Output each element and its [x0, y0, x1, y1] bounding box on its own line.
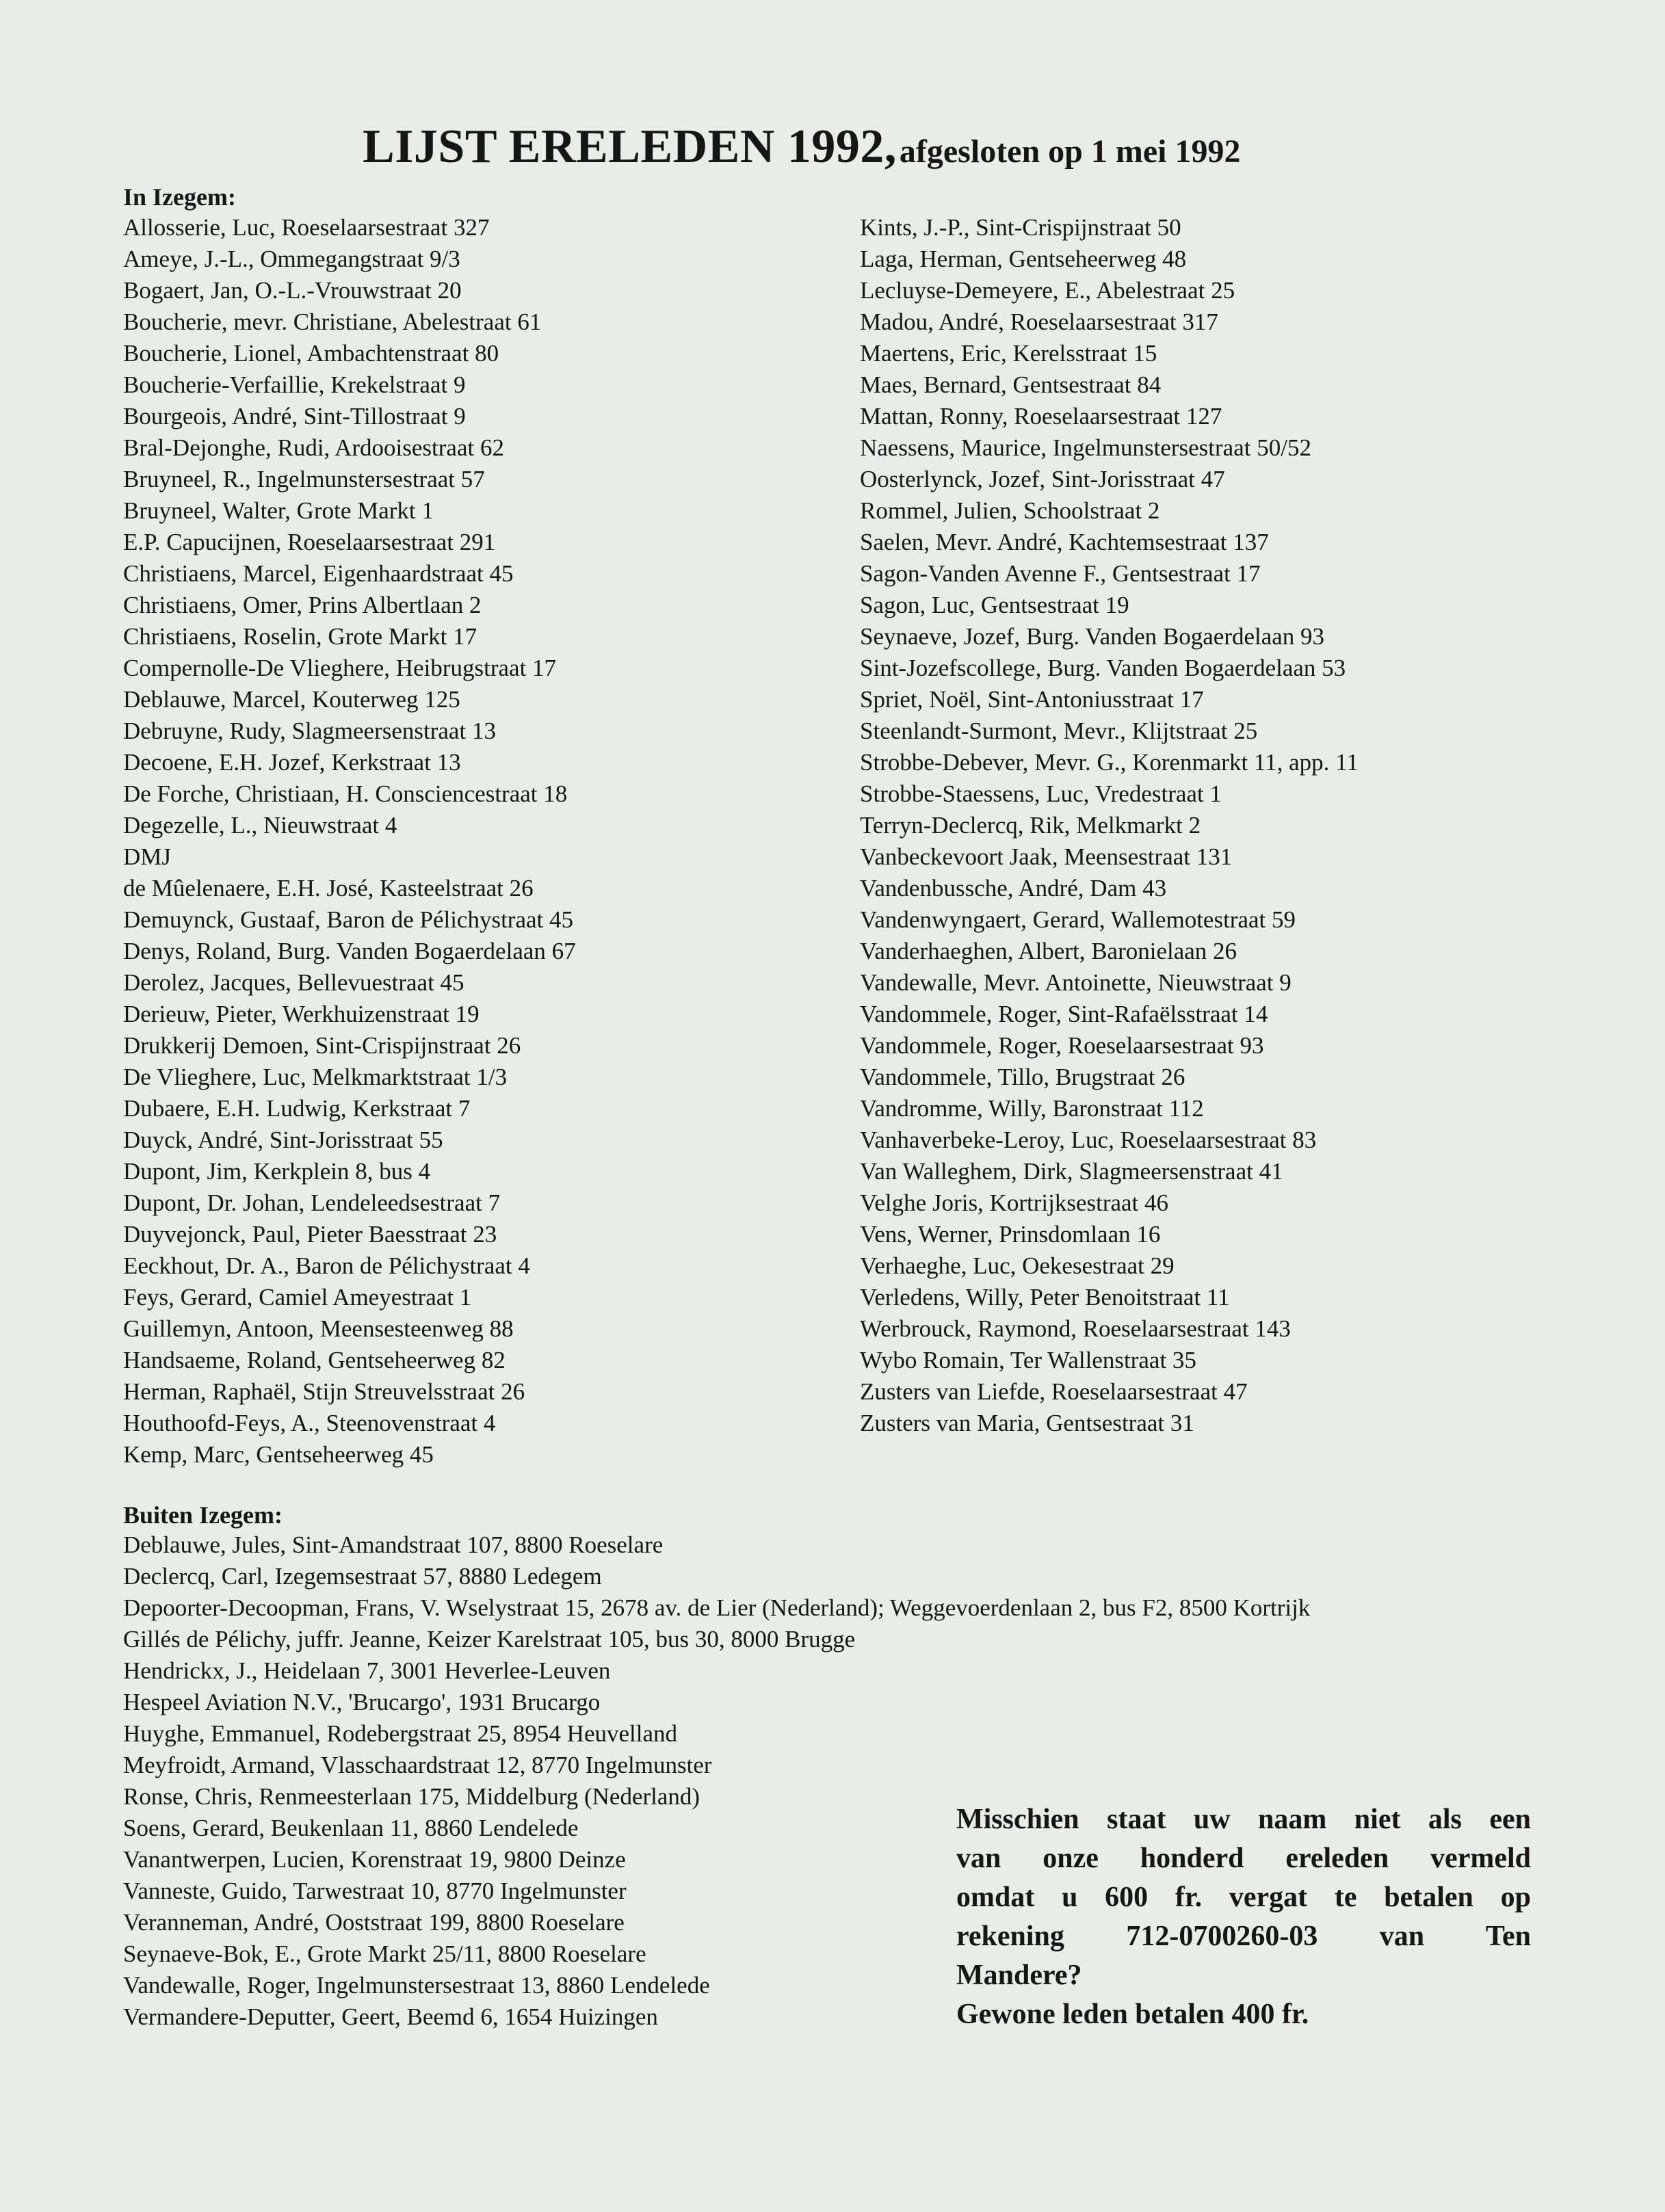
notice-fee-line: Gewone leden betalen 400 fr.	[956, 1999, 1309, 2030]
list-item: Verledens, Willy, Peter Benoitstraat 11	[860, 1284, 1230, 1311]
list-item: Depoorter-Decoopman, Frans, V. Wselystraat 15, 2678 av. de Lier (Nederland); Weggevoerdenlaan 2, bus F2, 8500 Kortrijk	[123, 1594, 1311, 1621]
list-item: Strobbe-Debever, Mevr. G., Korenmarkt 11, app. 11	[860, 749, 1359, 776]
notice-line: van onze honderd ereleden vermeld	[956, 1843, 1531, 1874]
list-item: Debruyne, Rudy, Slagmeersenstraat 13	[123, 717, 496, 744]
notice-line: Misschien staat uw naam niet als een	[956, 1804, 1531, 1835]
list-item: Spriet, Noël, Sint-Antoniusstraat 17	[860, 686, 1204, 713]
list-item: Deblauwe, Jules, Sint-Amandstraat 107, 8800 Roeselare	[123, 1531, 664, 1558]
list-item: Compernolle-De Vlieghere, Heibrugstraat 17	[123, 655, 557, 681]
list-item: Denys, Roland, Burg. Vanden Bogaerdelaan 67	[123, 938, 576, 964]
izegem-list-right	[860, 212, 1359, 1439]
list-item: Zusters van Liefde, Roeselaarsestraat 47	[860, 1378, 1248, 1405]
list-item: Houthoofd-Feys, A., Steenovenstraat 4	[123, 1410, 496, 1436]
notice-line: Mandere?	[956, 1960, 1082, 1991]
list-item: Sagon-Vanden Avenne F., Gentsestraat 17	[860, 560, 1261, 587]
list-item: Handsaeme, Roland, Gentseheerweg 82	[123, 1347, 506, 1373]
page-title	[363, 120, 1241, 173]
list-item: Werbrouck, Raymond, Roeselaarsestraat 143	[860, 1315, 1291, 1342]
list-item: Vandenwyngaert, Gerard, Wallemotestraat 59	[860, 906, 1296, 933]
list-item: Derolez, Jacques, Bellevuestraat 45	[123, 969, 464, 996]
list-item: Decoene, E.H. Jozef, Kerkstraat 13	[123, 749, 461, 776]
list-item: Demuynck, Gustaaf, Baron de Pélichystraat 45	[123, 906, 574, 933]
list-item: Oosterlynck, Jozef, Sint-Jorisstraat 47	[860, 466, 1225, 492]
list-item: Vandenbussche, André, Dam 43	[860, 875, 1167, 901]
list-item: Boucherie-Verfaillie, Krekelstraat 9	[123, 371, 466, 398]
list-item: Maertens, Eric, Kerelsstraat 15	[860, 340, 1157, 367]
list-item: Vanhaverbeke-Leroy, Luc, Roeselaarsestraat 83	[860, 1127, 1317, 1153]
list-item: Sint-Jozefscollege, Burg. Vanden Bogaerdelaan 53	[860, 655, 1346, 681]
list-item: Derieuw, Pieter, Werkhuizenstraat 19	[123, 1001, 480, 1027]
list-item: E.P. Capucijnen, Roeselaarsestraat 291	[123, 529, 496, 555]
list-item: Mattan, Ronny, Roeselaarsestraat 127	[860, 403, 1222, 430]
list-item: Naessens, Maurice, Ingelmunstersestraat 50/52	[860, 434, 1311, 461]
list-item: Feys, Gerard, Camiel Ameyestraat 1	[123, 1284, 472, 1311]
list-item: Seynaeve, Jozef, Burg. Vanden Bogaerdelaan 93	[860, 623, 1325, 650]
list-item: Bourgeois, André, Sint-Tillostraat 9	[123, 403, 466, 430]
list-item: Vandewalle, Roger, Ingelmunstersestraat 13, 8860 Lendelede	[123, 1972, 710, 1999]
title-main: LIJST ERELEDEN 1992,	[363, 120, 897, 173]
list-item: DMJ	[123, 843, 172, 870]
list-item: Guillemyn, Antoon, Meensesteenweg 88	[123, 1315, 514, 1342]
membership-notice	[956, 1800, 1531, 2034]
title-sub: afgesloten op 1 mei 1992	[899, 133, 1241, 170]
list-item: Steenlandt-Surmont, Mevr., Klijtstraat 25	[860, 717, 1258, 744]
list-item: Duyvejonck, Paul, Pieter Baesstraat 23	[123, 1221, 497, 1248]
list-item: Vanantwerpen, Lucien, Korenstraat 19, 9800 Deinze	[123, 1846, 626, 1873]
buiten-izegem-heading: Buiten Izegem:	[123, 1501, 283, 1529]
list-item: Vanneste, Guido, Tarwestraat 10, 8770 Ingelmunster	[123, 1878, 627, 1904]
list-item: Herman, Raphaël, Stijn Streuvelsstraat 26	[123, 1378, 525, 1405]
list-item: De Vlieghere, Luc, Melkmarktstraat 1/3	[123, 1064, 508, 1090]
list-item: Bogaert, Jan, O.-L.-Vrouwstraat 20	[123, 277, 462, 304]
list-item: Bruyneel, Walter, Grote Markt 1	[123, 497, 434, 524]
list-item: Seynaeve-Bok, E., Grote Markt 25/11, 8800 Roeselare	[123, 1940, 646, 1967]
list-item: Vandommele, Tillo, Brugstraat 26	[860, 1064, 1185, 1090]
list-item: Lecluyse-Demeyere, E., Abelestraat 25	[860, 277, 1235, 304]
list-item: Vandommele, Roger, Sint-Rafaëlsstraat 14	[860, 1001, 1268, 1027]
list-item: Saelen, Mevr. André, Kachtemsestraat 137	[860, 529, 1269, 555]
list-item: Christiaens, Marcel, Eigenhaardstraat 45	[123, 560, 514, 587]
list-item: Duyck, André, Sint-Jorisstraat 55	[123, 1127, 443, 1153]
list-item: Wybo Romain, Ter Wallenstraat 35	[860, 1347, 1196, 1373]
list-item: Gillés de Pélichy, juffr. Jeanne, Keizer Karelstraat 105, bus 30, 8000 Brugge	[123, 1626, 856, 1653]
list-item: Christiaens, Roselin, Grote Markt 17	[123, 623, 477, 650]
list-item: Hendrickx, J., Heidelaan 7, 3001 Heverlee-Leuven	[123, 1657, 611, 1684]
in-izegem-heading: In Izegem:	[123, 183, 236, 211]
list-item: Ameye, J.-L., Ommegangstraat 9/3	[123, 246, 460, 272]
list-item: Kints, J.-P., Sint-Crispijnstraat 50	[860, 214, 1181, 241]
izegem-list-left	[123, 212, 576, 1471]
list-item: Vanbeckevoort Jaak, Meensestraat 131	[860, 843, 1233, 870]
list-item: Vermandere-Deputter, Geert, Beemd 6, 1654 Huizingen	[123, 2003, 658, 2030]
list-item: Veranneman, André, Ooststraat 199, 8800 Roeselare	[123, 1909, 625, 1936]
list-item: Velghe Joris, Kortrijksestraat 46	[860, 1189, 1169, 1216]
notice-line: omdat u 600 fr. vergat te betalen op	[956, 1882, 1531, 1913]
list-item: Huyghe, Emmanuel, Rodebergstraat 25, 8954 Heuvelland	[123, 1720, 677, 1747]
list-item: Van Walleghem, Dirk, Slagmeersenstraat 41	[860, 1158, 1283, 1185]
list-item: Vandromme, Willy, Baronstraat 112	[860, 1095, 1204, 1122]
list-item: Zusters van Maria, Gentsestraat 31	[860, 1410, 1194, 1436]
list-item: Meyfroidt, Armand, Vlasschaardstraat 12, 8770 Ingelmunster	[123, 1752, 712, 1778]
list-item: Verhaeghe, Luc, Oekesestraat 29	[860, 1252, 1175, 1279]
list-item: Maes, Bernard, Gentsestraat 84	[860, 371, 1162, 398]
list-item: Soens, Gerard, Beukenlaan 11, 8860 Lendelede	[123, 1815, 579, 1841]
list-item: Declercq, Carl, Izegemsestraat 57, 8880 Ledegem	[123, 1563, 602, 1590]
list-item: Terryn-Declercq, Rik, Melkmarkt 2	[860, 812, 1201, 839]
list-item: Bral-Dejonghe, Rudi, Ardooisestraat 62	[123, 434, 504, 461]
list-item: Strobbe-Staessens, Luc, Vredestraat 1	[860, 780, 1222, 807]
list-item: De Forche, Christiaan, H. Consciencestraat 18	[123, 780, 568, 807]
list-item: Eeckhout, Dr. A., Baron de Pélichystraat 4	[123, 1252, 530, 1279]
list-item: Bruyneel, R., Ingelmunstersestraat 57	[123, 466, 485, 492]
list-item: Ronse, Chris, Renmeesterlaan 175, Middelburg (Nederland)	[123, 1783, 700, 1810]
list-item: Boucherie, Lionel, Ambachtenstraat 80	[123, 340, 499, 367]
list-item: Rommel, Julien, Schoolstraat 2	[860, 497, 1160, 524]
list-item: Kemp, Marc, Gentseheerweg 45	[123, 1441, 434, 1468]
list-item: Vandewalle, Mevr. Antoinette, Nieuwstraat 9	[860, 969, 1292, 996]
list-item: Vens, Werner, Prinsdomlaan 16	[860, 1221, 1161, 1248]
list-item: Madou, André, Roeselaarsestraat 317	[860, 308, 1218, 335]
list-item: Dubaere, E.H. Ludwig, Kerkstraat 7	[123, 1095, 471, 1122]
list-item: Christiaens, Omer, Prins Albertlaan 2	[123, 592, 482, 618]
list-item: Boucherie, mevr. Christiane, Abelestraat 61	[123, 308, 542, 335]
list-item: Vandommele, Roger, Roeselaarsestraat 93	[860, 1032, 1264, 1059]
list-item: Drukkerij Demoen, Sint-Crispijnstraat 26	[123, 1032, 521, 1059]
list-item: Sagon, Luc, Gentsestraat 19	[860, 592, 1129, 618]
notice-line: rekening 712-0700260-03 van Ten	[956, 1921, 1531, 1952]
list-item: Dupont, Dr. Johan, Lendeleedsestraat 7	[123, 1189, 501, 1216]
list-item: Allosserie, Luc, Roeselaarsestraat 327	[123, 214, 490, 241]
list-item: Vanderhaeghen, Albert, Baronielaan 26	[860, 938, 1237, 964]
list-item: Laga, Herman, Gentseheerweg 48	[860, 246, 1187, 272]
list-item: Deblauwe, Marcel, Kouterweg 125	[123, 686, 460, 713]
list-item: de Mûelenaere, E.H. José, Kasteelstraat 26	[123, 875, 534, 901]
list-item: Dupont, Jim, Kerkplein 8, bus 4	[123, 1158, 431, 1185]
list-item: Degezelle, L., Nieuwstraat 4	[123, 812, 397, 839]
list-item: Hespeel Aviation N.V., 'Brucargo', 1931 Brucargo	[123, 1689, 601, 1715]
